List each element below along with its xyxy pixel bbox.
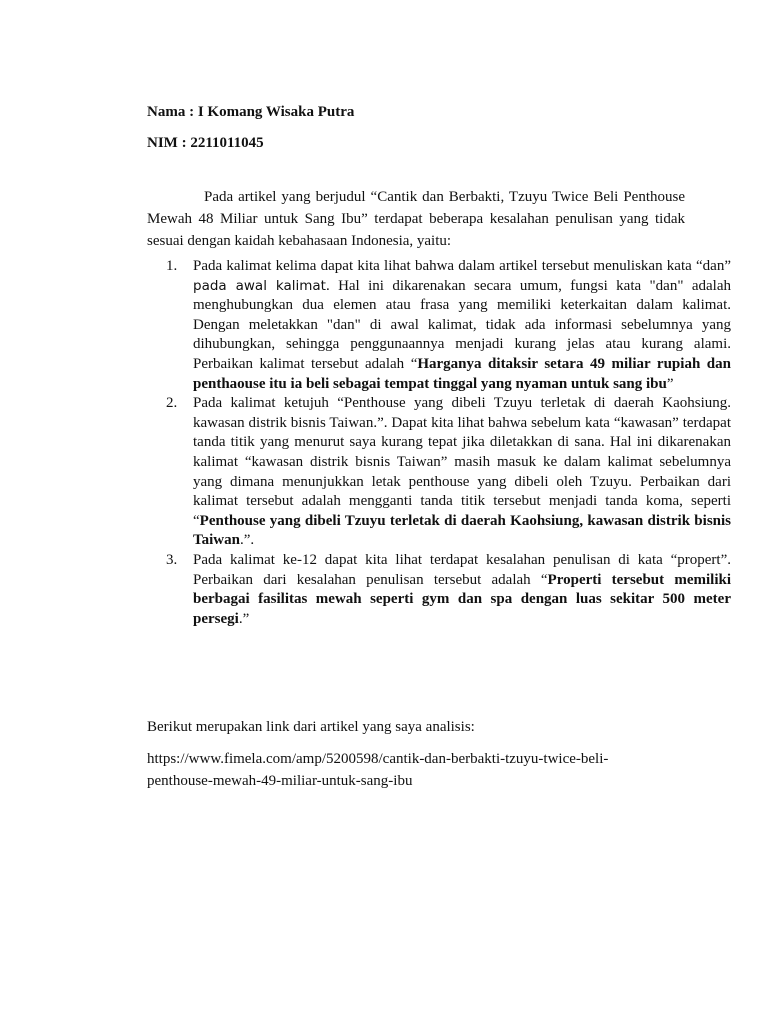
- error-list: [147, 257, 731, 629]
- student-name: Nama : I Komang Wisaka Putra: [147, 104, 355, 120]
- item-correction: Properti tersebut memiliki berbagai fasilitas mewah seperti gym dan spa dengan luas sekitar 500 meter persegi: [193, 571, 732, 627]
- item-text: Pada kalimat kelima dapat kita lihat bahwa dalam artikel tersebut menuliskan kata “dan”: [193, 258, 731, 274]
- list-item: [166, 551, 732, 629]
- item-text: Pada kalimat ke-12 dapat kita lihat terdapat kesalahan penulisan di kata “propert”. Perbaikan dari kesalahan penulisan tersebut adalah “: [193, 551, 731, 588]
- item-text-cont: . Hal ini dikarenakan secara umum, fungsi kata "dan" adalah menghubungkan dua elemen atau frasa yang memiliki keterkaitan dalam kalimat. Dengan meletakkan "dan" di awal kalimat, tidak ada informasi sebelumnya yang dihubungkan, sehingga penggunaannya menjadi kurang jelas atau kurang alami. Perbaikan kalimat tersebut adalah “: [193, 277, 731, 372]
- student-nim: NIM : 2211011045: [147, 135, 264, 151]
- item-highlight: pada awal kalimat: [193, 277, 326, 294]
- list-item: [166, 394, 731, 551]
- list-item: [166, 257, 731, 394]
- item-text: Pada kalimat ketujuh “Penthouse yang dibeli Tzuyu terletak di daerah Kaohsiung. kawasan distrik bisnis Taiwan.”. Dapat kita lihat bahwa sebelum kata “kawasan” terdapat tanda titik yang menurut saya kurang tepat jika diletakkan di sana. Hal ini dikarenakan kalimat “kawasan distrik bisnis Taiwan” masih masuk ke dalam kalimat sebelumnya yang dimana menunjukkan letak penthouse yang dibeli oleh Tzuyu. Perbaikan dari kalimat tersebut adalah mengganti tanda titik tersebut menjadi tanda koma, seperti “: [193, 395, 731, 529]
- item-end: ”: [666, 375, 674, 392]
- item-end: .”: [238, 610, 250, 627]
- article-link[interactable]: https://www.fimela.com/amp/5200598/cantik-dan-berbakti-tzuyu-twice-beli-penthouse-mewah-49-miliar-untuk-sang-ibu: [147, 751, 609, 789]
- item-correction: Harganya ditaksir setara 49 miliar rupiah dan penthaouse itu ia beli sebagai tempat tinggal yang nyaman untuk sang ibu: [193, 355, 731, 392]
- item-end: .”.: [239, 532, 255, 549]
- item-number: 2.: [166, 395, 178, 412]
- item-number: 1.: [166, 258, 178, 274]
- intro-paragraph: Pada artikel yang berjudul “Cantik dan Berbakti, Tzuyu Twice Beli Penthouse Mewah 48 Miliar untuk Sang Ibu” terdapat beberapa kesalahan penulisan yang tidak sesuai dengan kaidah kebahasaan Indonesia, yaitu:: [147, 189, 685, 250]
- link-intro: Berikut merupakan link dari artikel yang saya analisis:: [147, 719, 475, 735]
- item-correction: Penthouse yang dibeli Tzuyu terletak di daerah Kaohsiung, kawasan distrik bisnis Taiwan: [193, 512, 731, 549]
- item-number: 3.: [166, 551, 178, 568]
